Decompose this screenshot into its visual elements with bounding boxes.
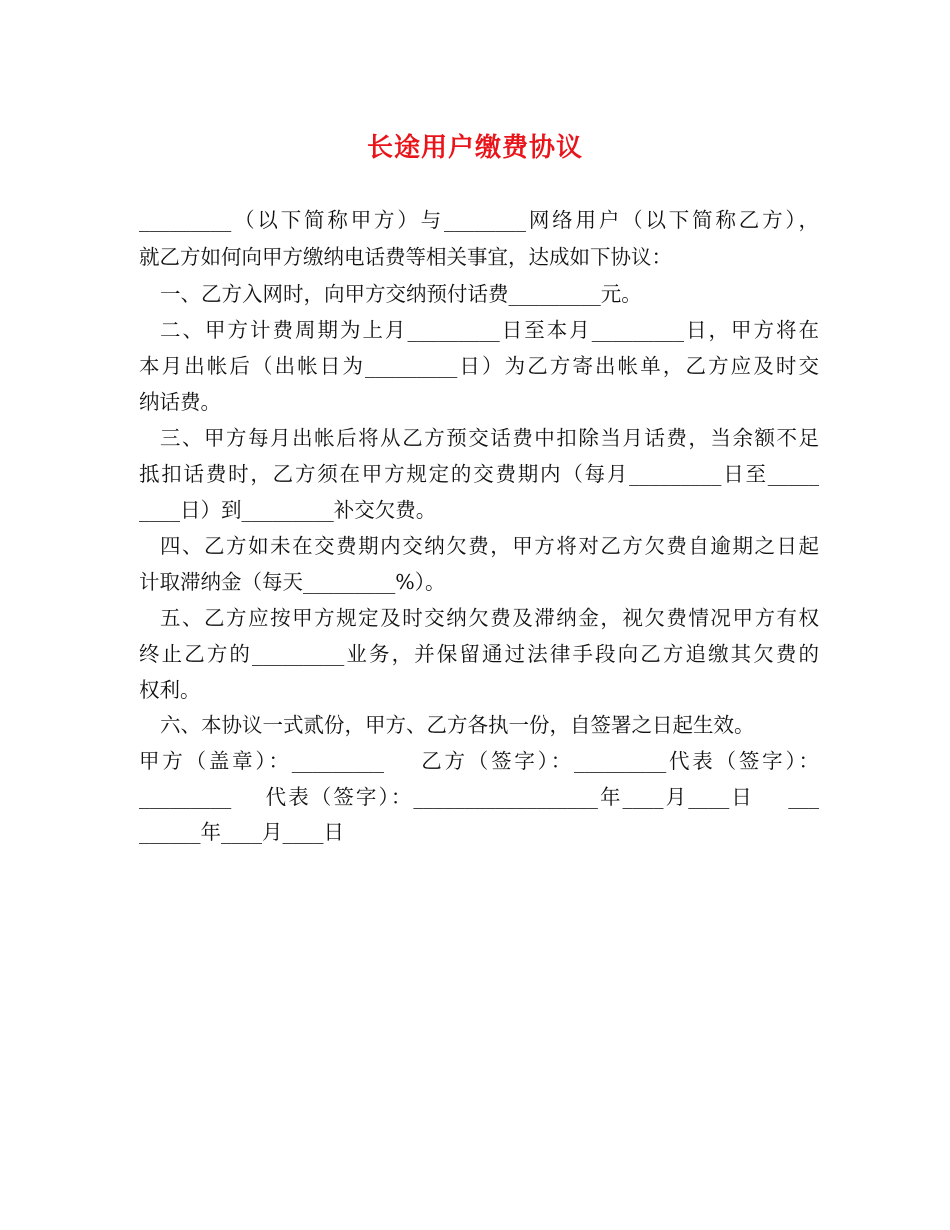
intro-line-2: 就乙方如何向甲方缴纳电话费等相关事宜，达成如下协议： (139, 245, 672, 269)
signature-line-1: 甲方（盖章）：_________ 乙方（签字）：_________代表（签字）： (139, 749, 819, 773)
signature-line-3: ______年____月____日 (139, 820, 344, 844)
signature-line-2: _________ 代表（签字）：__________________年____月____日 ___ (139, 785, 819, 809)
clause-6-line-1: 六、本协议一式贰份，甲方、乙方各执一份，自签署之日起生效。 (160, 713, 755, 737)
document-title: 长途用户缴费协议 (366, 133, 583, 163)
clause-3-line-3: ____日）到_________补交欠费。 (139, 498, 437, 522)
clause-4-line-2: 计取滞纳金（每天_________%）。 (139, 570, 446, 594)
clause-5-line-3: 权利。 (139, 678, 201, 702)
clause-1-line-1: 一、乙方入网时，向甲方交纳预付话费_________元。 (160, 282, 642, 306)
clause-2-line-1: 二、甲方计费周期为上月_________日至本月_________日，甲方将在 (160, 318, 819, 342)
clause-2-line-3: 纳话费。 (139, 390, 221, 414)
clause-4-line-1: 四、乙方如未在交费期内交纳欠费，甲方将对乙方欠费自逾期之日起 (160, 534, 819, 558)
intro-line-1: _________（以下简称甲方）与________网络用户（以下简称乙方）， (139, 208, 819, 232)
clause-5-line-2: 终止乙方的_________业务，并保留通过法律手段向乙方追缴其欠费的 (139, 642, 819, 666)
clause-3-line-2: 抵扣话费时，乙方须在甲方规定的交费期内（每月_________日至_____ (139, 462, 819, 486)
clause-2-line-2: 本月出帐后（出帐日为_________日）为乙方寄出帐单，乙方应及时交 (139, 354, 819, 378)
clause-5-line-1: 五、乙方应按甲方规定及时交纳欠费及滞纳金，视欠费情况甲方有权 (160, 606, 819, 630)
clause-3-line-1: 三、甲方每月出帐后将从乙方预交话费中扣除当月话费，当余额不足 (160, 426, 819, 450)
